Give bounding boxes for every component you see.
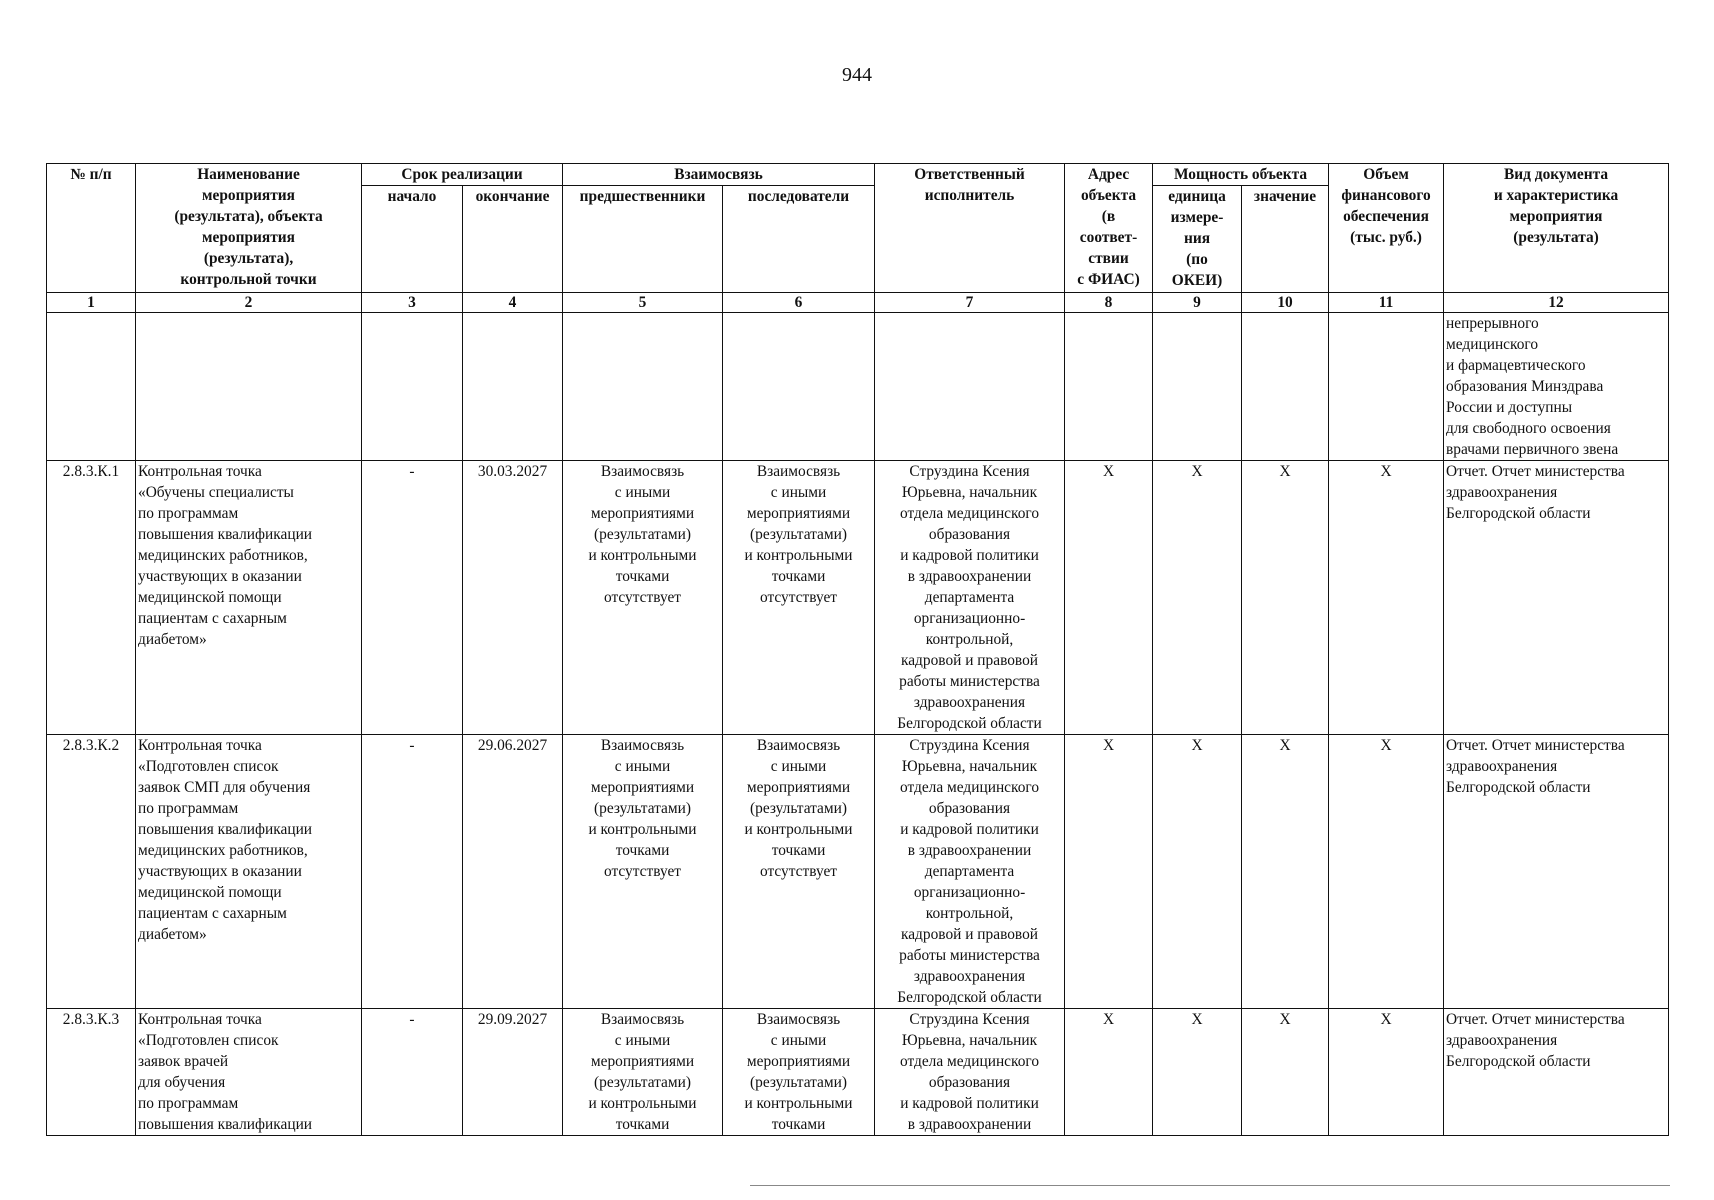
row-value-cell: Х	[1242, 461, 1329, 735]
row-num-cell: 2.8.3.К.1	[47, 461, 136, 735]
empty-cell	[723, 313, 875, 461]
empty-cell	[463, 313, 563, 461]
row-responsible-cell: Струздина Ксения Юрьевна, начальник отдела медицинского образования и кадровой политики в здравоохранении	[875, 1009, 1065, 1136]
column-number: 9	[1153, 293, 1242, 313]
column-number: 1	[47, 293, 136, 313]
table-row	[47, 735, 1669, 1009]
row-volume-cell: Х	[1329, 461, 1444, 735]
row-unit-cell: Х	[1153, 735, 1242, 1009]
empty-cell	[1065, 313, 1153, 461]
header-period: Срок реализации	[362, 164, 563, 186]
row-unit-cell: Х	[1153, 1009, 1242, 1136]
header-start: начало	[362, 186, 463, 293]
empty-cell	[1242, 313, 1329, 461]
header-relation: Взаимосвязь	[563, 164, 875, 186]
scan-line	[750, 1185, 1670, 1186]
row-name-cell: Контрольная точка «Подготовлен список заявок врачей для обучения по программам повышения квалификации	[136, 1009, 362, 1136]
plan-table	[46, 163, 1669, 1136]
row-predecessors-cell: Взаимосвязь с иными мероприятиями (результатами) и контрольными точками отсутствует	[563, 461, 723, 735]
column-number: 2	[136, 293, 362, 313]
row-successors-cell: Взаимосвязь с иными мероприятиями (результатами) и контрольными точками отсутствует	[723, 735, 875, 1009]
page-number: 944	[842, 64, 872, 86]
continuation-row	[47, 313, 1669, 461]
column-number: 5	[563, 293, 723, 313]
empty-cell	[875, 313, 1065, 461]
header-predecessors: предшественники	[563, 186, 723, 293]
row-name-cell: Контрольная точка «Подготовлен список заявок СМП для обучения по программам повышения квалификации медицинских работников, участвующих в оказании медицинской помощи пациентам с сахарным диабетом»	[136, 735, 362, 1009]
header-successors: последователи	[723, 186, 875, 293]
empty-cell	[136, 313, 362, 461]
column-number: 11	[1329, 293, 1444, 313]
row-start-cell: -	[362, 461, 463, 735]
row-num-cell: 2.8.3.К.3	[47, 1009, 136, 1136]
empty-cell	[1153, 313, 1242, 461]
continuation-doc-cell: непрерывного медицинского и фармацевтического образования Минздрава России и доступны для свободного освоения врачами первичного звена	[1444, 313, 1669, 461]
header-end: окончание	[463, 186, 563, 293]
column-number: 8	[1065, 293, 1153, 313]
header-volume: Объем финансового обеспечения (тыс. руб.)	[1329, 164, 1444, 293]
row-responsible-cell: Струздина Ксения Юрьевна, начальник отдела медицинского образования и кадровой политики в здравоохранении департамента организационно- контрольной, кадровой и правовой работы министерства здравоохранения Белгородской области	[875, 461, 1065, 735]
column-number: 10	[1242, 293, 1329, 313]
row-doc-cell: Отчет. Отчет министерства здравоохранения Белгородской области	[1444, 1009, 1669, 1136]
row-predecessors-cell: Взаимосвязь с иными мероприятиями (результатами) и контрольными точками отсутствует	[563, 735, 723, 1009]
header-row-1	[47, 164, 1669, 186]
row-volume-cell: Х	[1329, 1009, 1444, 1136]
empty-cell	[563, 313, 723, 461]
row-num-cell: 2.8.3.К.2	[47, 735, 136, 1009]
row-start-cell: -	[362, 1009, 463, 1136]
row-address-cell: Х	[1065, 1009, 1153, 1136]
table-row	[47, 461, 1669, 735]
row-name-cell: Контрольная точка «Обучены специалисты по программам повышения квалификации медицинских работников, участвующих в оказании медицинской помощи пациентам с сахарным диабетом»	[136, 461, 362, 735]
header-name: Наименование мероприятия (результата), объекта мероприятия (результата), контрольной точки	[136, 164, 362, 293]
header-address: Адрес объекта (в соответ- ствии с ФИАС)	[1065, 164, 1153, 293]
row-value-cell: Х	[1242, 1009, 1329, 1136]
row-doc-cell: Отчет. Отчет министерства здравоохранения Белгородской области	[1444, 461, 1669, 735]
row-predecessors-cell: Взаимосвязь с иными мероприятиями (результатами) и контрольными точками	[563, 1009, 723, 1136]
row-end-cell: 29.09.2027	[463, 1009, 563, 1136]
header-num: № п/п	[47, 164, 136, 293]
row-volume-cell: Х	[1329, 735, 1444, 1009]
row-start-cell: -	[362, 735, 463, 1009]
row-address-cell: Х	[1065, 735, 1153, 1009]
column-number: 3	[362, 293, 463, 313]
row-value-cell: Х	[1242, 735, 1329, 1009]
column-number: 7	[875, 293, 1065, 313]
row-end-cell: 30.03.2027	[463, 461, 563, 735]
column-number-row	[47, 293, 1669, 313]
column-number: 6	[723, 293, 875, 313]
header-doc: Вид документа и характеристика мероприятия (результата)	[1444, 164, 1669, 293]
empty-cell	[1329, 313, 1444, 461]
empty-cell	[362, 313, 463, 461]
empty-cell	[47, 313, 136, 461]
column-number: 12	[1444, 293, 1669, 313]
header-value: значение	[1242, 186, 1329, 293]
row-successors-cell: Взаимосвязь с иными мероприятиями (результатами) и контрольными точками отсутствует	[723, 461, 875, 735]
row-unit-cell: Х	[1153, 461, 1242, 735]
row-end-cell: 29.06.2027	[463, 735, 563, 1009]
column-number: 4	[463, 293, 563, 313]
header-unit: единица измере- ния (по ОКЕИ)	[1153, 186, 1242, 293]
header-responsible: Ответственный исполнитель	[875, 164, 1065, 293]
header-capacity: Мощность объекта	[1153, 164, 1329, 186]
row-doc-cell: Отчет. Отчет министерства здравоохранения Белгородской области	[1444, 735, 1669, 1009]
table-row	[47, 1009, 1669, 1136]
row-responsible-cell: Струздина Ксения Юрьевна, начальник отдела медицинского образования и кадровой политики в здравоохранении департамента организационно- контрольной, кадровой и правовой работы министерства здравоохранения Белгородской области	[875, 735, 1065, 1009]
row-address-cell: Х	[1065, 461, 1153, 735]
row-successors-cell: Взаимосвязь с иными мероприятиями (результатами) и контрольными точками	[723, 1009, 875, 1136]
